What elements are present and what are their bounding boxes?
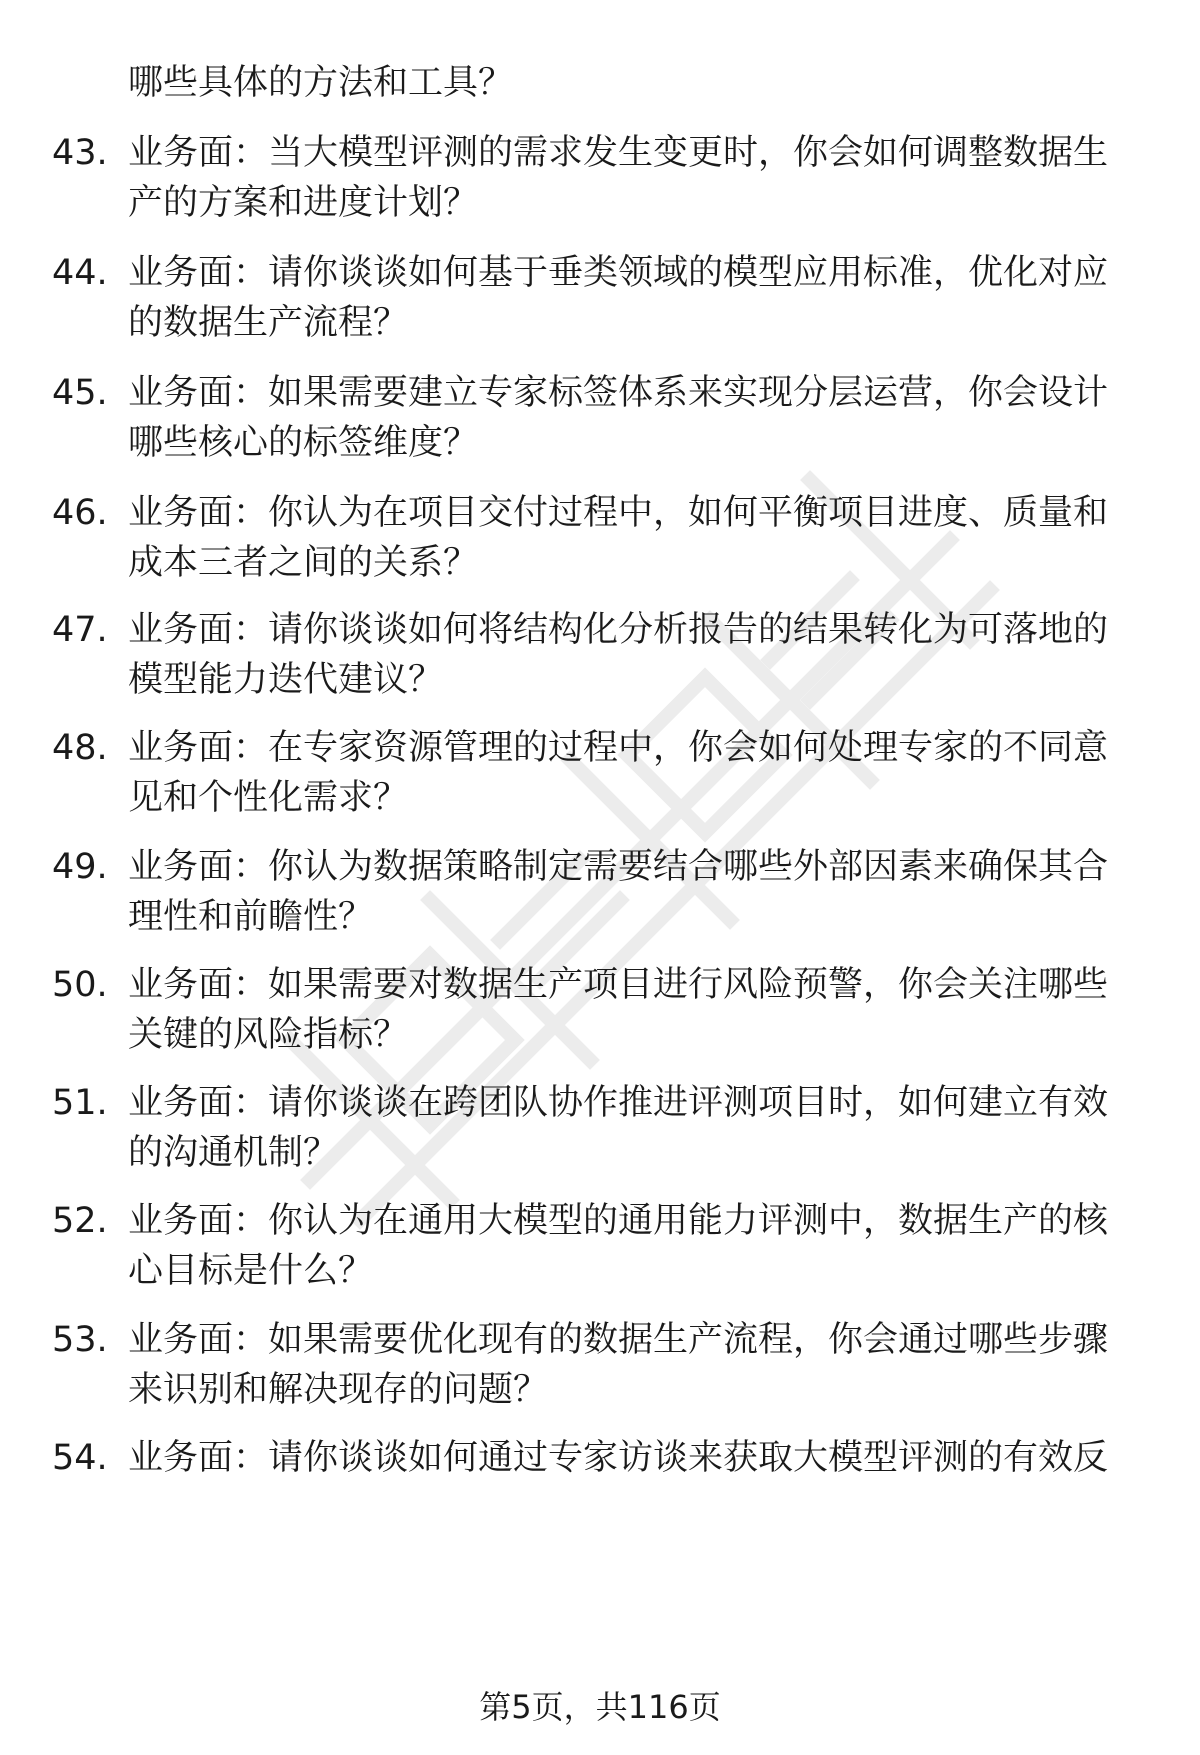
item-number: 43.: [52, 133, 108, 173]
continued-line: 哪些具体的方法和工具？: [128, 63, 514, 103]
item-number: 45.: [52, 373, 108, 413]
list-item: [52, 960, 1152, 1060]
item-number: 50.: [52, 965, 108, 1005]
list-item: [52, 1196, 1152, 1296]
item-number: 49.: [52, 847, 108, 887]
item-number: 46.: [52, 493, 108, 533]
item-number: 48.: [52, 728, 108, 768]
list-item: [52, 1433, 1152, 1483]
list-item: [52, 488, 1152, 588]
item-text: 业务面：如果需要优化现有的数据生产流程，你会通过哪些步骤来识别和解决现存的问题？: [128, 1320, 1109, 1410]
item-number: 51.: [52, 1083, 108, 1123]
item-number: 47.: [52, 610, 108, 650]
list-item: [52, 368, 1152, 468]
list-item: [52, 128, 1152, 228]
list-item: [52, 723, 1152, 823]
item-text: 业务面：当大模型评测的需求发生变更时，你会如何调整数据生产的方案和进度计划？: [128, 133, 1109, 223]
item-text: 业务面：请你谈谈如何将结构化分析报告的结果转化为可落地的模型能力迭代建议？: [128, 610, 1109, 700]
item-text: 业务面：在专家资源管理的过程中，你会如何处理专家的不同意见和个性化需求？: [128, 728, 1109, 818]
item-text: 业务面：你认为在通用大模型的通用能力评测中，数据生产的核心目标是什么？: [128, 1201, 1109, 1291]
item-text: 业务面：请你谈谈如何基于垂类领域的模型应用标准，优化对应的数据生产流程？: [128, 253, 1109, 343]
item-text: 业务面：请你谈谈在跨团队协作推进评测项目时，如何建立有效的沟通机制？: [128, 1083, 1109, 1173]
item-text: 业务面：你认为数据策略制定需要结合哪些外部因素来确保其合理性和前瞻性？: [128, 847, 1109, 937]
item-text: 业务面：你认为在项目交付过程中，如何平衡项目进度、质量和成本三者之间的关系？: [128, 493, 1109, 583]
item-text: 业务面：如果需要对数据生产项目进行风险预警，你会关注哪些关键的风险指标？: [128, 965, 1109, 1055]
page-footer: 第5页，共116页: [479, 1688, 721, 1726]
item-number: 44.: [52, 253, 108, 293]
item-text: 业务面：如果需要建立专家标签体系来实现分层运营，你会设计哪些核心的标签维度？: [128, 373, 1109, 463]
item-number: 54.: [52, 1438, 108, 1478]
list-item: [52, 248, 1152, 348]
list-item: [52, 842, 1152, 942]
item-number: 53.: [52, 1320, 108, 1360]
item-number: 52.: [52, 1201, 108, 1241]
list-item: [52, 1078, 1152, 1178]
list-item: [52, 605, 1152, 705]
list-item: [52, 1315, 1152, 1415]
item-text: 业务面：请你谈谈如何通过专家访谈来获取大模型评测的有效反: [128, 1438, 1109, 1478]
